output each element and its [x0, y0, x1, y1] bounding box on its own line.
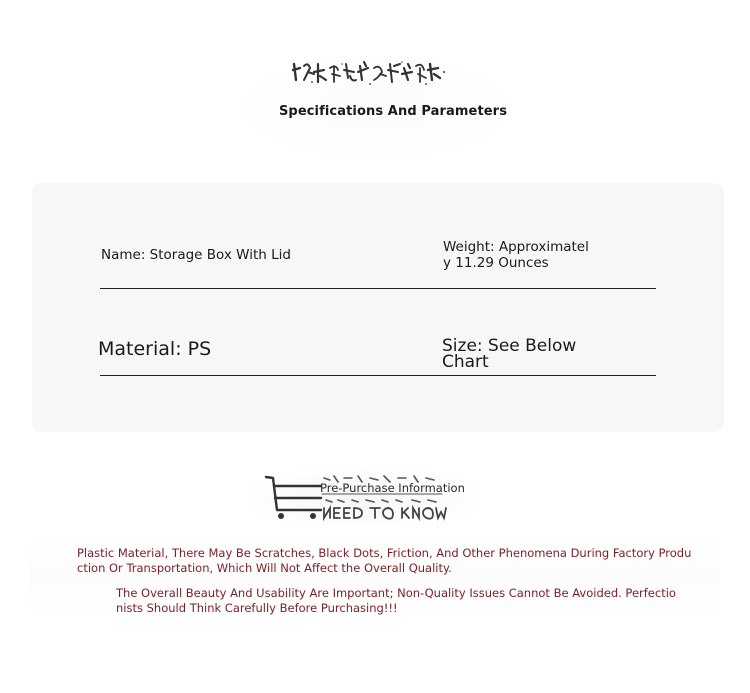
spec-card [32, 183, 724, 432]
page-title: Specifications And Parameters [278, 104, 508, 119]
note-perfectionists: The Overall Beauty And Usability Are Important; Non-Quality Issues Cannot Be Avoided. Perfectionists Should Think Carefully Before Purchasing!!! [116, 586, 676, 615]
divider [100, 288, 656, 289]
divider [100, 375, 656, 376]
brush-calligraphy-title-icon [290, 58, 450, 88]
prepurchase-label: Pre-Purchase Information [320, 481, 465, 495]
spec-name: Name: Storage Box With Lid [101, 247, 291, 263]
shopping-cart-icon [263, 472, 323, 522]
spec-material: Material: PS [98, 338, 212, 360]
spec-size: Size: See Below Chart [442, 336, 577, 372]
brush-need-to-know-icon [318, 472, 448, 522]
note-quality: Plastic Material, There May Be Scratches, Black Dots, Friction, And Other Phenomena During Factory Production Or Transportation, Which Will Not Affect the Overall Quality. [77, 546, 692, 575]
spec-weight: Weight: Approximately 11.29 Ounces [443, 239, 589, 271]
